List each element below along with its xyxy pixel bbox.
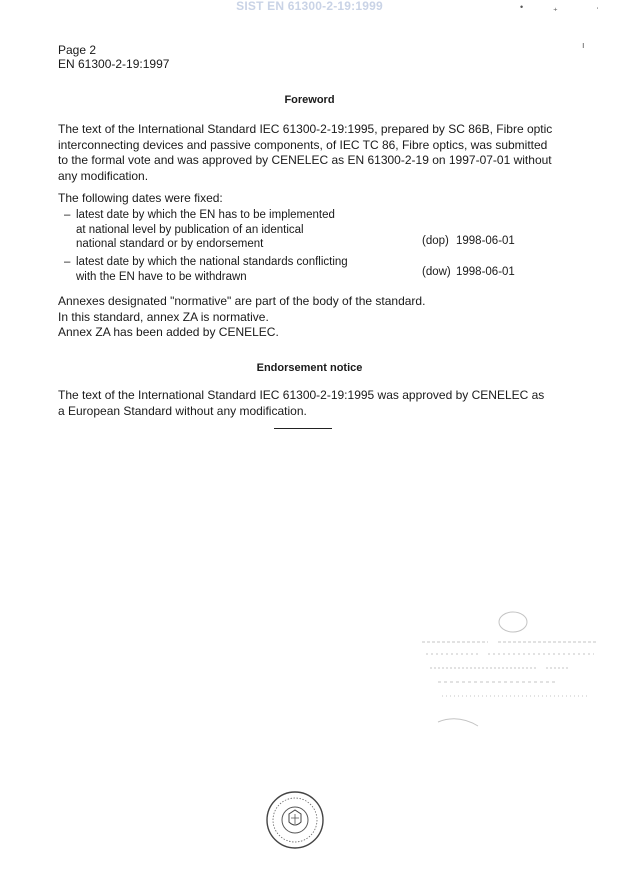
foreword-title: Foreword [284,94,335,106]
text-line: Annexes designated "normative" are part of the body of the standard. [58,294,426,308]
date-item-dow [64,255,424,287]
dop-date: 1998-06-01 [456,235,515,247]
watermark: SIST EN 61300-2-19:1999 [236,0,383,13]
dow-date: 1998-06-01 [456,266,515,278]
text-line: The text of the International Standard IEC 61300-2-19:1995, prepared by SC 86B, Fibre optic [58,122,553,136]
dop-abbr: (dop) [422,235,449,247]
text-line: national standard or by endorsement [76,238,264,250]
end-rule [274,428,332,429]
document-id: EN 61300-2-19:1997 [58,57,170,71]
scan-speck: ı [582,40,585,50]
foreword-intro [58,122,563,184]
text-line: to the formal vote and was approved by CENELEC as EN 61300-2-19 on 1997-07-01 without [58,153,552,167]
text-line: at national level by publication of an identical [76,223,304,236]
scan-speck: • [520,2,524,12]
text-line: latest date by which the national standards conflicting [76,256,348,268]
page-number: Page 2 [58,43,97,57]
scan-speck: ʿ [596,6,599,16]
text-line: any modification. [58,168,149,183]
dash-bullet: – [64,256,71,268]
annex-notes [58,294,563,341]
text-line: latest date by which the EN has to be implemented [76,209,335,221]
text-line: Annex ZA has been added by CENELEC. [58,325,279,339]
round-seal-icon [265,790,325,850]
dash-bullet: – [64,209,71,221]
date-item-dop [64,208,424,254]
faded-stamp-icon [418,610,608,750]
dow-abbr: (dow) [422,266,451,278]
text-line: a European Standard without any modification. [58,403,307,418]
endorsement-title: Endorsement notice [256,362,363,374]
endorsement-text [58,388,563,419]
text-line: The text of the International Standard IEC 61300-2-19:1995 was approved by CENELEC as [58,388,545,402]
dates-intro: The following dates were fixed: [58,191,223,205]
scan-speck: ⁺ [553,6,558,16]
text-line: interconnecting devices and passive components, of IEC TC 86, Fibre optics, was submitted [58,137,548,152]
text-line: with the EN have to be withdrawn [76,270,247,283]
text-line: In this standard, annex ZA is normative. [58,309,269,324]
